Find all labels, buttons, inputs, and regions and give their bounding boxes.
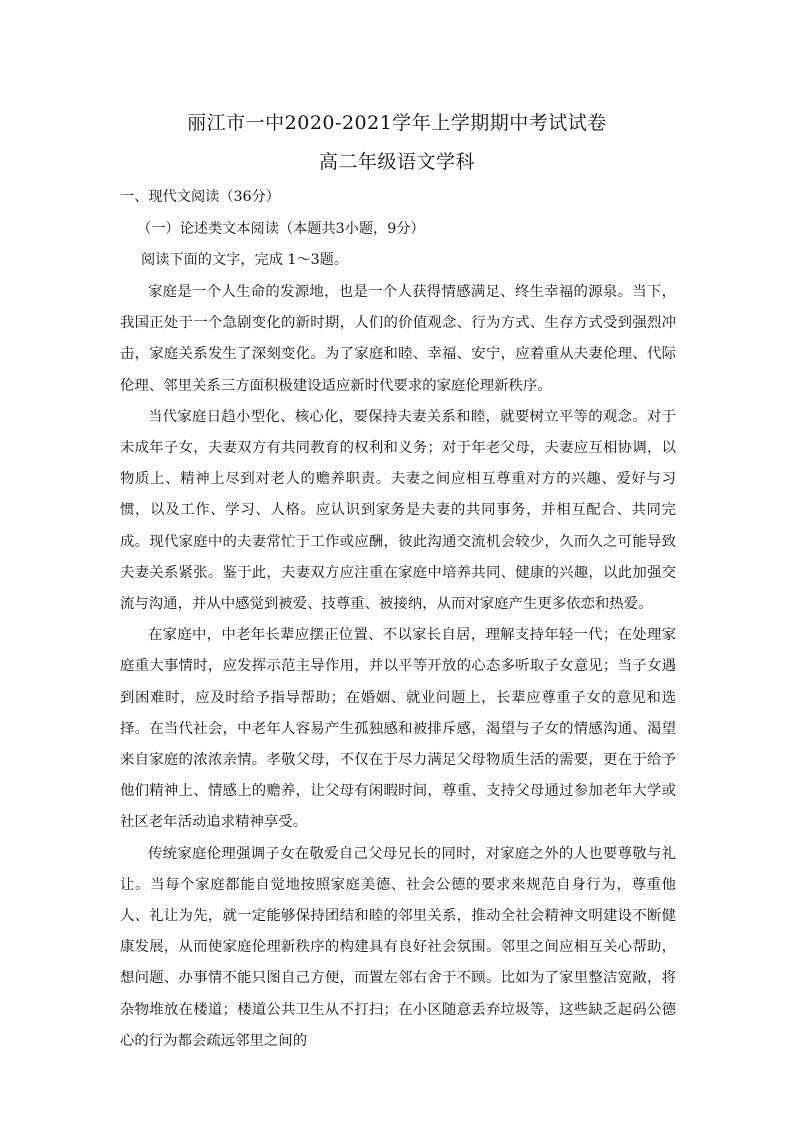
passage-paragraph: 当代家庭日趋小型化、核心化，要保持夫妻关系和睦，就要树立平等的观念。对于未成年子女，夫妻双方有共同教育的权利和义务；对于年老父母，夫妻应互相协调，以物质上、精神上尽到对老人的赡养职责。夫妻之间应相互尊重对方的兴趣、爱好与习惯，以及工作、学习、人格。应认识到家务是夫妻的共同事务，并相互配合、共同完成。现代家庭中的夫妻常忙于工作或应酬，彼此沟通交流机会较少，久而久之可能导致夫妻关系紧张。鉴于此，夫妻双方应注重在家庭中培养共同、健康的兴趣，以此加强交流与沟通，并从中感觉到被爱、技尊重、被接纳，从而对家庭产生更多依恋和热爱。	[120, 408, 676, 613]
subsection-heading: （一）论述类文本阅读（本题共3小题，9分）	[137, 221, 425, 237]
passage-paragraph: 传统家庭伦理强调子女在敬爱自己父母兄长的同时，对家庭之外的人也要尊敬与礼让。当每个家庭都能自觉地按照家庭美德、社会公德的要求来规范自身行为，尊重他人、礼让为先，就一定能够保持团结和睦的邻里关系，推动全社会精神文明建设不断健康发展，从而使家庭伦理新秩序的构建具有良好社会氛围。邻里之间应相互关心帮助，想问题、办事情不能只图自己方便，而置左邻右舍于不顾。比如为了家里整洁宽敞，将杂物堆放在楼道；楼道公共卫生从不打扫；在小区随意丢弃垃圾等，这些缺乏起码公德心的行为都会疏远邻里之间的	[120, 845, 676, 1049]
passage-paragraph: 家庭是一个人生命的发源地，也是一个人获得情感满足、终生幸福的源泉。当下，我国正处于一个急剧变化的新时期，人们的价值观念、行为方式、生存方式受到强烈冲击，家庭关系发生了深刻变化。为了家庭和睦、幸福、安宁，应着重从夫妻伦理、代际伦理、邻里关系三方面积极建设适应新时代要求的家庭伦理新秩序。	[120, 284, 676, 394]
passage	[120, 277, 676, 1057]
exam-title: 丽江市一中2020-2021学年上学期期中考试试卷	[187, 112, 607, 134]
passage-paragraph: 在家庭中，中老年长辈应摆正位置、不以家长自居，理解支持年轻一代；在处理家庭重大事情时，应发挥示范主导作用，并以平等开放的心态多听取子女意见；当子女遇到困难时，应及时给予指导帮助；在婚姻、就业问题上，长辈应尊重子女的意见和选择。在当代社会，中老年人容易产生孤独感和被排斥感，渴望与子女的情感沟通、渴望来自家庭的浓浓亲情。孝敬父母，不仅在于尽力满足父母物质生活的需要，更在于给予他们精神上、情感上的赡养，让父母有闲暇时间，尊重、支持父母通过参加老年大学或社区老年活动追求精神享受。	[120, 627, 676, 831]
exam-subtitle: 高二年级语文学科	[318, 151, 475, 173]
reading-instruction: 阅读下面的文字，完成 1～3题。	[141, 252, 349, 268]
section-heading: 一、现代文阅读（36分）	[120, 189, 280, 205]
